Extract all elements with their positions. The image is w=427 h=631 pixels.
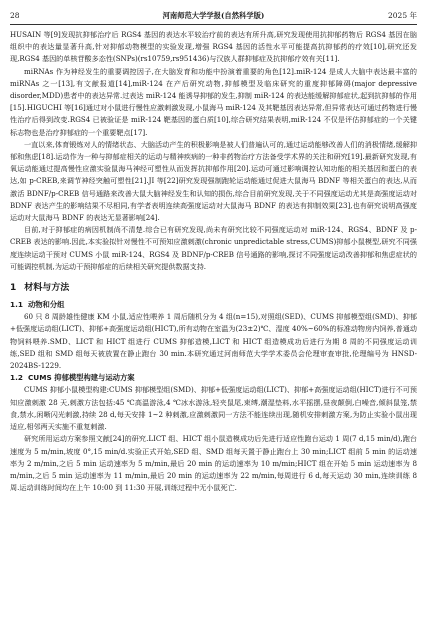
paragraph-rgs4: HUSAIN 等[9]发现抗抑郁治疗后 RGS4 基因的表达水平较治疗前的表达有所升高,研究发现使用抗抑郁药物后 RGS4 基因在脑组织中的表达量显著升高,针对抑郁动物模型的实验发现,增强 RGS4 基因的活性水平可能提高抗抑郁药的疗效[10],研究还发现,RGS4 基因的单核苷酸多态性(SNPs)(rs10759,rs951436)与汉族人群抑郁症及抗抑郁疗效有关[11]. (10, 30, 417, 64)
journal-title: 河南师范大学学报(自然科学版) (162, 11, 265, 20)
paragraph-cums-model: CUMS 抑郁小鼠模型构建:CUMS 抑郁模型组(SMD)、抑郁+低强度运动组(LICT)、抑郁+高强度运动组(HICT)进行不可预知应激刺激 28 天,刺激方法包括:45 ℃高温游泳,4 ℃冰水游泳,轻夹鼠尾,束缚,潮湿垫料,水平摇摆,昼夜颠倒,白噪音,倾斜鼠笼,禁食,禁水,闲晰闪光刺激,持续 28 d,每天安排 1~2 种刺激,应激刺激同一方法不能连续出现,随机安排刺激方案,为防止实验小鼠出现适应,相邻两天实施不重复刺激. (10, 385, 417, 432)
header-rule (10, 24, 417, 25)
subsection-number: 1.1 (10, 300, 23, 310)
paragraph-mirna: miRNAs 作为神经发生的重要调控因子,在大脑发育和功能中扮演着重要的角色[12].miR-124 是成人大脑中表达最丰富的 miRNAs 之一[13],有文献报道[14],miR-124 在产后研究动物,抑郁模型及临床研究的重度抑郁障碍(major depressive disorder,MDD)患者中的表达异常.过表达 miR-124 能诱导抑郁的发生,抑制 miR-124 的表达能缓解抑郁症状,起到抗抑郁的作用[15].HIGUCHI 等[16]通过对小鼠进行慢性应激刺激发现,小鼠海马 miR-124 及其靶基因表达异常,但异常表达可通过药物进行慢性治疗后得到改变.RGS4 已被验证是 miR-124 靶基因的蛋白质[10],综合研究结果表明,miR-124 不仅是评估抑郁症的一个关键标志物也是治疗抑郁症的一个重要靶点[17]. (10, 66, 417, 137)
section-number: 1 (10, 283, 17, 294)
subsection-title: CUMS 抑郁模型构建与运动方案 (27, 373, 135, 383)
subsection-heading-model (10, 372, 417, 384)
section-title: 材料与方法 (24, 283, 70, 294)
paragraph-exercise: 一直以来,体育锻炼对人的情绪状态、大脑活动产生的积极影响是被人们普遍认可的,通过运动能够改善人们的消极情绪,缓解抑郁和焦虑[18].运动作为一种与抑郁症相关的运动与精神疾病的一种非药物治疗方法备受学术界的关注和研究[19].最新研究发现,有氧运动能通过提高慢性应激实验鼠海马神经可塑性从而发挥抗抑郁作用[20].运动可通过影响调控认知功能的相关基因和蛋白的表达,如 p-CREB,来调节神经突触可塑性[21].JI 等[22]研究发现强制跑轮运动能通过促进大鼠海马 BDNF 等相关蛋白的表达,从而激活 BDNF/p-CREB 信号通路来改善大鼠大脑神经发生和认知的损伤,综合目前研究发现,关于不同强度运动尤其是高强度运动对 BDNF 表达产生的影响结果不尽相同,有学者表明连续高强度运动对大鼠海马 BDNF 的表达有抑制效果[23],也有研究说明高强度运动对大鼠海马 BDNF 的表达无显著影响[24]. (10, 139, 417, 223)
paragraph-aims: 目前,对于抑郁症的病因机制尚不清楚.综合已有研究发现,尚未有研究比较不同强度运动对 miR-124、RGS4、BDNF 及 p-CREB 表达的影响.因此,本实验拟针对慢性不可预知应激刺激(chronic unpredictable stress,CUMS)抑郁小鼠模型,研究不同强度连续运动干预对 CUMS 小鼠 miR-124、RGS4 及 BDNF/p-CREB 信号通路的影响,探讨不同强度运动改善抑郁和焦虑症状的可能调控机制,为运动干预抑郁症的后续相关研究提供数据支持. (10, 225, 417, 271)
subsection-number: 1.2 (10, 373, 23, 383)
page-number: 28 (10, 11, 20, 20)
subsection-title: 动物和分组 (27, 300, 65, 310)
article-body (10, 29, 417, 494)
paragraph-animals: 60 只 8 周龄雄性健康 KM 小鼠,适应性喂养 1 周后随机分为 4 组(n=15),对照组(SED)、CUMS 抑郁模型组(SMD)、抑郁+低强度运动组(LICT)、抑郁+高强度运动组(HICT),所有动物在室温为(23±2)℃、湿度 40%~60%的标准动物房内饲养,普通动物饲料喂养.SMD、LICT 和 HICT 组进行 CUMS 抑郁造模,LICT 和 HICT 组造模成功后进行为期 8 周的不同强度运动训练,SED 组和 SMD 组每天被放置在静止跑台 30 min.本研究通过河南师范大学学术委员会伦理审查审批,伦理编号为 HNSD-2024BS-1229. (10, 312, 417, 371)
section-heading (10, 281, 417, 295)
publication-year: 2025 年 (388, 11, 417, 20)
paragraph-exercise-protocol: 研究所用运动方案参照文献[24]的研究.LICT 组、HICT 组小鼠造模成功后先进行适应性跑台运动 1 周(7 d,15 min/d),跑台速度为 5 m/min,坡度 0°,15 min/d.实验正式开始,SED 组、SMD 组每天置于静止跑台上 30 min;LICT 组前 5 min 的运动速率为 2 m/min,之后 5 min 运动速率为 5 m/min,最后 20 min 的运动速率为 10 m/min;HICT 组在开始 5 min 运动速率为 8 m/min,之后 5 min 运动速率为 11 m/min,最后 20 min 的运动速率为 22 m/min,每周进行 6 d,每天运动 30 min,连续训练 8 周.运动训练时间均在上午 10:00 到 11:30 开展,训练过程中无小鼠死亡. (10, 434, 417, 493)
subsection-heading-animals (10, 299, 417, 311)
page-header (10, 9, 417, 23)
